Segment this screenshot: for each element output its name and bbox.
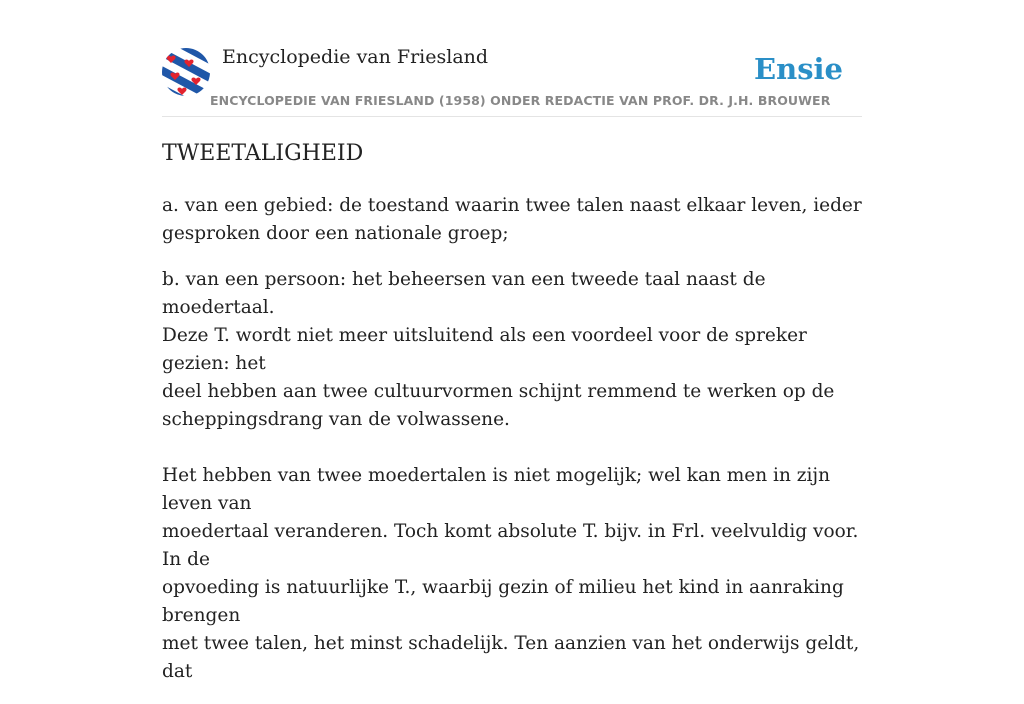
entry-paragraph: Het hebben van twee moedertalen is niet mogelijk; wel kan men in zijn leven van moedertaal veranderen. Toch komt absolute T. bijv. in Frl. veelvuldig voor. In de opvoeding is natuurlijke T., waarbij gezin of milieu het kind in aanraking brengen met twee talen, het minst schadelijk. Ten aanzien van het onderwijs geldt, dat xyxy=(162,465,860,682)
frisian-flag-icon[interactable] xyxy=(162,48,210,96)
entry-title: TWEETALIGHEID xyxy=(162,141,364,166)
encyclopedia-subtitle: ENCYCLOPEDIE VAN FRIESLAND (1958) ONDER REDACTIE VAN PROF. DR. J.H. BROUWER xyxy=(210,93,831,108)
entry-content xyxy=(162,192,866,704)
header xyxy=(162,46,862,117)
ensie-logo-link[interactable]: Ensie xyxy=(754,52,843,86)
entry-paragraph: b. van een persoon: het beheersen van een tweede taal naast de moedertaal. Deze T. wordt niet meer uitsluitend als een voordeel voor de spreker gezien: het deel hebben aan twee cultuurvormen schijnt remmend te werken op de scheppingsdrang van de volwassene. xyxy=(162,269,835,430)
encyclopedia-title[interactable]: Encyclopedie van Friesland xyxy=(222,46,489,68)
entry-paragraph: a. van een gebied: de toestand waarin twee talen naast elkaar leven, ieder gesproken door een nationale groep; xyxy=(162,195,862,244)
